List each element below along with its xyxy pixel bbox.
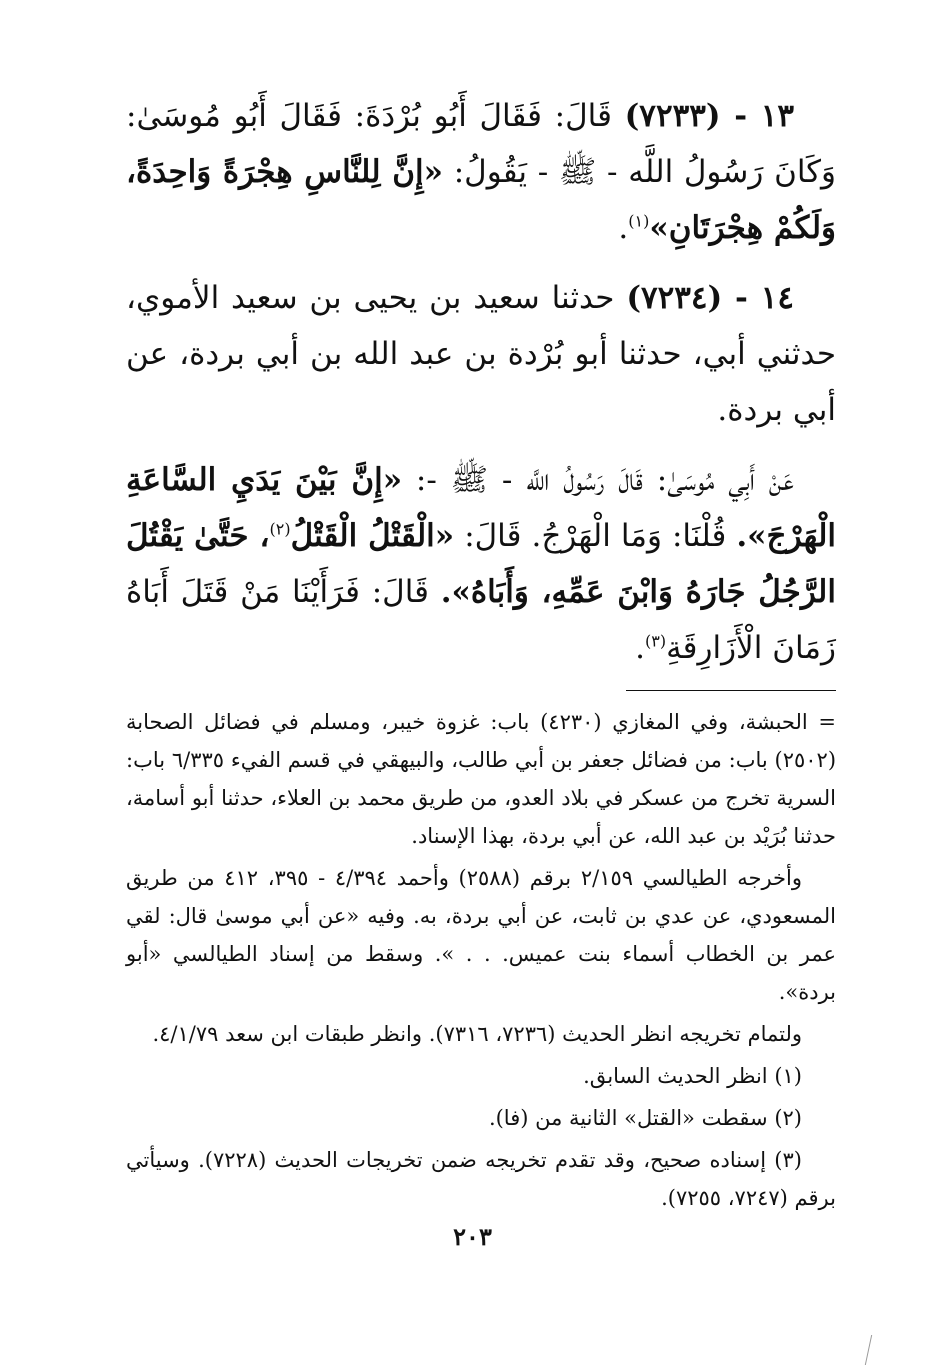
matn-quote: «إِنَّ بَيْنَ يَدَيِ السَّاعَةِ الْهَرْجَ». bbox=[126, 462, 837, 554]
footnote-3: (٣) إسناده صحيح، وقد تقدم تخريجه ضمن تخريجات الحديث (٧٢٢٨). وسيأتي برقم (٧٢٤٧، ٧٢٥٥). bbox=[126, 1148, 836, 1210]
footnote-separator bbox=[626, 690, 836, 691]
footnote-ref-3: (٣) bbox=[644, 631, 667, 651]
isnad-text: حدثنا سعيد بن يحيى بن سعيد الأموي، حدثني أبي، حدثنا أبو بُرْدة بن عبد الله بن أبي بردة، عن أبي بردة. bbox=[126, 280, 836, 428]
hadith-7233 bbox=[126, 88, 836, 256]
footnote-ref-1: (١) bbox=[628, 211, 650, 231]
matn-text: قَالَ: فَرَأَيْنَا مَنْ قَتَلَ أَبَاهُ زَمَانَ الْأَزَارِقَةِ bbox=[126, 574, 836, 666]
hadith-number: ١٤ - (٧٢٣٤) bbox=[626, 280, 794, 316]
matn-quote: ، حَتَّىٰ يَقْتُلَ الرَّجُلُ جَارَهُ وَابْنَ عَمِّهِ، وَأَبَاهُ». bbox=[126, 518, 836, 610]
note-paragraph: ولتمام تخريجه انظر الحديث (٧٢٣٦، ٧٣١٦). وانظر طبقات ابن سعد ٤/١/٧٩. bbox=[152, 1022, 802, 1046]
matn-text: قُلْنَا: وَمَا الْهَرْجُ. قَالَ: bbox=[464, 518, 727, 554]
note-continued: = الحبشة، وفي المغازي (٤٢٣٠) باب: غزوة خيبر، ومسلم في فضائل الصحابة (٢٥٠٢) باب: من فضائل جعفر بن أبي طالب، والبيهقي في قسم الفيء ٦/٣٣٥ باب: السرية تخرج من عسكر في بلاد العدو، من طريق محمد بن العلاء، حدثنا أبو أسامة، حدثنا بُرَيْد بن عبد الله، عن أبي بردة، بهذا الإسناد. bbox=[126, 710, 837, 848]
matn-quote: «الْقَتْلُ الْقَتْلُ bbox=[290, 518, 455, 554]
scan-mark bbox=[865, 1335, 882, 1365]
hadith-number: ١٣ - (٧٢٣٣) bbox=[624, 98, 795, 134]
hadith-quote: «إِنَّ لِلنَّاسِ هِجْرَةً وَاحِدَةً، وَلَكُمْ هِجْرَتَانِ» bbox=[126, 154, 836, 246]
hadith-7234 bbox=[126, 270, 836, 438]
hadith-end: . bbox=[618, 210, 629, 246]
main-text bbox=[126, 88, 836, 676]
note-paragraph: وأخرجه الطيالسي ٢/١٥٩ برقم (٢٥٨٨) وأحمد ٤/٣٩٤ - ٣٩٥، ٤١٢ من طريق المسعودي، عن عدي بن ثابت، عن أبي بردة، به. وفيه «عن أبي موسىٰ قال: لقي عمر بن الخطاب أسماء بنت عميس. . . ». وسقط من إسناد الطيالسي «أبو بردة». bbox=[126, 866, 836, 1004]
footnotes bbox=[126, 703, 836, 1217]
footnote-1: (١) انظر الحديث السابق. bbox=[583, 1064, 802, 1088]
footnote-2: (٢) سقطت «القتل» الثانية من (فا). bbox=[488, 1106, 802, 1130]
page-body bbox=[126, 88, 836, 1221]
footnote-rule-wrap bbox=[126, 690, 836, 703]
hadith-7234-matn bbox=[126, 452, 836, 676]
matn-end: . bbox=[635, 630, 645, 666]
footnote-ref-2: (٢) bbox=[269, 519, 291, 539]
hadith-text: قَالَ: فَقَالَ أَبُو بُرْدَةَ: فَقَالَ أَبُو مُوسَىٰ: وَكَانَ رَسُولُ اللَّه - ﷺ - يَقُولُ: bbox=[126, 98, 837, 190]
matn-text: عَنْ أَبِي مُوسَىٰ: قَالَ رَسُولُ اللَّه - ﷺ -: bbox=[415, 462, 794, 498]
page-number: ٢٠٣ bbox=[453, 1222, 492, 1251]
